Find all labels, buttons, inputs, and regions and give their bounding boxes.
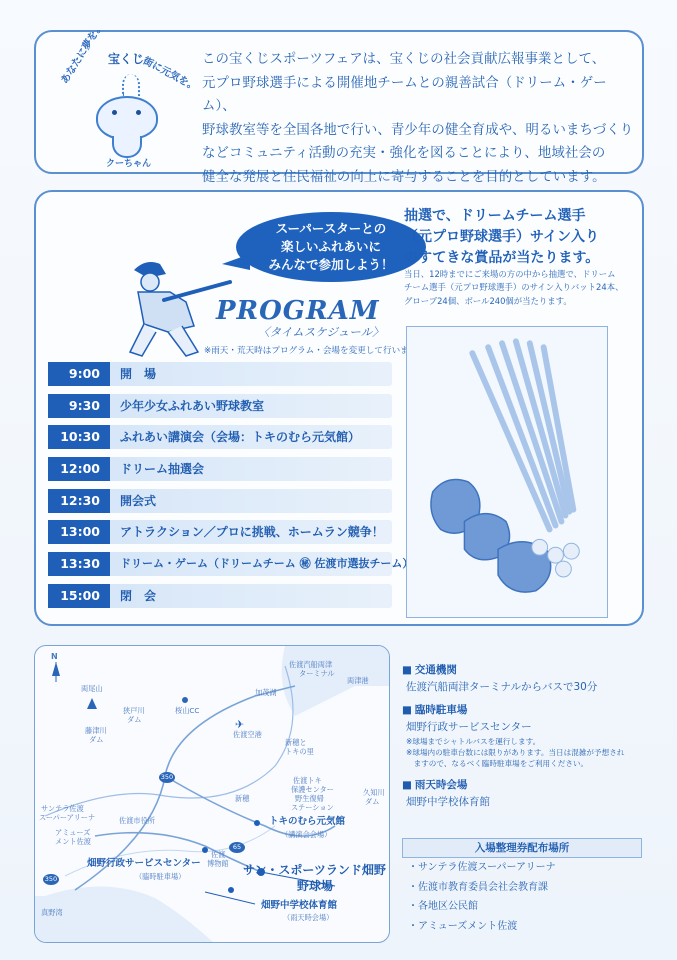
- bubble-line: みんなで参加しよう！: [268, 257, 394, 272]
- map-label: ダム: [365, 797, 380, 806]
- prize-photo: [406, 326, 608, 618]
- schedule-time: 13:00: [48, 520, 110, 544]
- prize-desc-line: 当日、12時までにご来場の方の中から抽選で、ドリーム: [404, 269, 616, 279]
- map-label: 狭戸川: [123, 706, 145, 715]
- map-label: （臨時駐車場）: [135, 872, 186, 881]
- leader-line: [205, 892, 255, 904]
- map-label: （雨天時会場）: [283, 913, 334, 922]
- program-subtitle: 〈タイムスケジュール〉: [258, 325, 384, 339]
- whale-eye-icon: [136, 110, 141, 115]
- map-label: 久知川: [363, 788, 385, 797]
- parking-note: ますので、なるべく臨時駐車場をご利用ください。: [406, 759, 589, 768]
- office-marker: [202, 847, 208, 853]
- schedule-label: 開 場: [120, 367, 157, 381]
- map-label: サンテラ佐渡: [41, 804, 84, 813]
- access-map: [34, 645, 390, 943]
- route-350-badge: 350: [44, 875, 58, 883]
- parking-note: ※球場までシャトルバスを運行します。: [406, 737, 541, 746]
- prize-desc-line: チーム選手（元プロ野球選手）のサイン入りバット24本、: [404, 282, 624, 293]
- airplane-icon: ✈: [235, 718, 245, 731]
- prize-headline-line: のすてきな賞品が当たります。: [404, 250, 600, 266]
- gym-marker: [228, 887, 234, 893]
- map-label-venue: 畑野行政サービスセンター: [87, 858, 201, 869]
- program-note: ※雨天・荒天時はプログラム・会場を変更して行います。: [204, 346, 426, 356]
- toki-hall-marker: [254, 820, 260, 826]
- slogan-part-2: 宝くじ: [108, 52, 145, 66]
- schedule-list: [48, 362, 414, 616]
- map-label-venue: 畑野中学校体育館: [261, 900, 338, 911]
- map-label: 佐渡市役所: [119, 816, 155, 825]
- map-label: 桜山CC: [175, 706, 200, 715]
- bubble-line: スーパースターとの: [275, 221, 387, 236]
- map-label: 新穂と: [285, 738, 307, 747]
- map-label: ダム: [89, 735, 104, 744]
- map-label: 新穂: [235, 794, 250, 803]
- intro-line: この宝くじスポーツフェアは、宝くじの社会貢献広報事業として、: [202, 52, 606, 67]
- map-label: 佐渡空港: [233, 730, 262, 739]
- schedule-label: 少年少女ふれあい野球教室: [120, 398, 265, 413]
- whale-mascot-icon: [96, 96, 158, 140]
- route-65-badge: 65: [229, 842, 245, 853]
- mascot-logo: [48, 20, 216, 170]
- map-label: 佐渡トキ: [293, 776, 322, 785]
- distribution-item: ・アミューズメント佐渡: [408, 920, 518, 932]
- map-label-stadium: サン・スポーツランド畑野: [243, 863, 386, 877]
- map-label: 保護センター: [291, 785, 334, 794]
- parking-note: ※球場内の駐車台数には限りがあります。当日は混雑が予想され: [406, 748, 625, 757]
- mountain-icon: [87, 698, 97, 709]
- schedule-label: ドリーム抽選会: [120, 462, 205, 477]
- player-leg: [130, 324, 156, 356]
- map-label: 博物館: [207, 859, 229, 868]
- prize-description: [404, 268, 642, 308]
- speech-bubble: [236, 212, 426, 282]
- map-label: 真野湾: [41, 908, 63, 917]
- rain-venue-heading: ■ 雨天時会場: [402, 777, 648, 792]
- player-leg: [168, 326, 198, 356]
- schedule-time: 15:00: [48, 584, 110, 608]
- map-label: ステーション: [291, 803, 334, 812]
- schedule-label: ドリーム・ゲーム（ドリームチーム ㊙ 佐渡市選抜チーム）: [120, 557, 414, 571]
- map-label: トキの里: [285, 747, 314, 756]
- schedule-row: [48, 457, 392, 481]
- map-label-venue: トキのむら元気館: [269, 816, 346, 827]
- north-label: N: [51, 652, 58, 661]
- map-label: ターミナル: [299, 669, 335, 678]
- intro-box: [34, 20, 644, 185]
- schedule-row: [48, 362, 392, 386]
- map-label: 両尾山: [81, 684, 103, 693]
- player-head: [141, 273, 159, 291]
- schedule-label: 開会式: [120, 493, 157, 508]
- schedule-time: 13:30: [48, 552, 110, 576]
- intro-line: などコミュニティ活動の充実・強化を図ることにより、地域社会の: [202, 146, 606, 162]
- schedule-time: 12:00: [48, 457, 110, 481]
- slogan-part-3: 街に元気を。: [140, 55, 200, 94]
- map-label: 佐渡汽船両津: [289, 660, 333, 669]
- bats-icon: [472, 341, 573, 529]
- route-350-badge: 350: [160, 773, 174, 781]
- prize-headline-line: （元プロ野球選手）サイン入り: [404, 229, 600, 245]
- intro-paragraph: [202, 48, 634, 190]
- schedule-label: ふれあい講演会（会場：トキのむら元気館）: [120, 430, 361, 445]
- distribution-item: ・佐渡市教育委員会社会教育課: [408, 881, 548, 893]
- distribution-item: ・各地区公民館: [408, 901, 478, 912]
- access-info: [402, 660, 648, 817]
- map-label: 両津港: [347, 676, 369, 685]
- map-label: （講演会会場）: [281, 830, 332, 839]
- slogan-part-1: あなたに夢を。: [59, 20, 106, 86]
- intro-line: 元プロ野球選手による開催地チームとの親善試合（ドリーム・ゲーム）、: [202, 75, 607, 115]
- map-label-stadium: 野球場: [297, 879, 334, 893]
- program-title: PROGRAM: [216, 296, 380, 326]
- map-label: 佐渡: [211, 850, 226, 859]
- schedule-row: [48, 584, 392, 608]
- schedule-time: 12:30: [48, 489, 110, 513]
- golf-icon: [182, 697, 188, 703]
- whale-tail-icon: [112, 136, 142, 158]
- prize-headline: [404, 206, 642, 269]
- schedule-row: [48, 489, 392, 513]
- ticket-distribution: [402, 838, 642, 942]
- map-label: スーパーアリーナ: [39, 813, 96, 822]
- schedule-time: 10:30: [48, 425, 110, 449]
- schedule-time: 9:30: [48, 394, 110, 418]
- map-label: 野生復帰: [295, 794, 324, 803]
- map-label: アミューズ: [55, 828, 91, 837]
- schedule-row: [48, 552, 414, 576]
- bubble-line: 楽しいふれあいに: [280, 239, 381, 254]
- parking-heading: ■ 臨時駐車場: [402, 702, 648, 717]
- intro-line: 野球教室等を全国各地で行い、青少年の健全育成や、明るいまちづくり: [202, 122, 634, 138]
- rain-venue-text: 畑野中学校体育館: [406, 796, 490, 808]
- schedule-time: 9:00: [48, 362, 110, 386]
- map-label: ダム: [127, 715, 142, 724]
- schedule-label: アトラクション／プロに挑戦、ホームラン競争！: [120, 525, 384, 540]
- intro-line: 健全な発展と住民福祉の向上に寄与することを目的としています。: [202, 169, 606, 185]
- schedule-row: [48, 394, 392, 418]
- map-label: 藤津川: [85, 726, 107, 735]
- schedule-row: [48, 425, 392, 449]
- map-label: メント佐渡: [55, 837, 91, 846]
- distribution-item: ・サンテラ佐渡スーパーアリーナ: [408, 862, 556, 873]
- prize-headline-line: 抽選で、ドリームチーム選手: [404, 208, 586, 224]
- program-box: [34, 190, 644, 626]
- transport-heading: ■ 交通機関: [402, 662, 648, 677]
- schedule-row: [48, 520, 392, 544]
- transport-text: 佐渡汽船両津ターミナルからバスで30分: [406, 681, 598, 693]
- schedule-label: 閉 会: [120, 588, 157, 603]
- whale-spout-icon: [122, 74, 140, 96]
- sea-area: [282, 646, 390, 716]
- prize-desc-line: グローブ24個、ボール240個が当たります。: [404, 295, 572, 306]
- mascot-name: クーちゃん: [106, 159, 152, 169]
- distribution-title: 入場整理券配布場所: [402, 838, 642, 858]
- map-label: 加茂湖: [255, 688, 277, 697]
- whale-eye-icon: [112, 110, 117, 115]
- parking-text: 畑野行政サービスセンター: [406, 721, 532, 733]
